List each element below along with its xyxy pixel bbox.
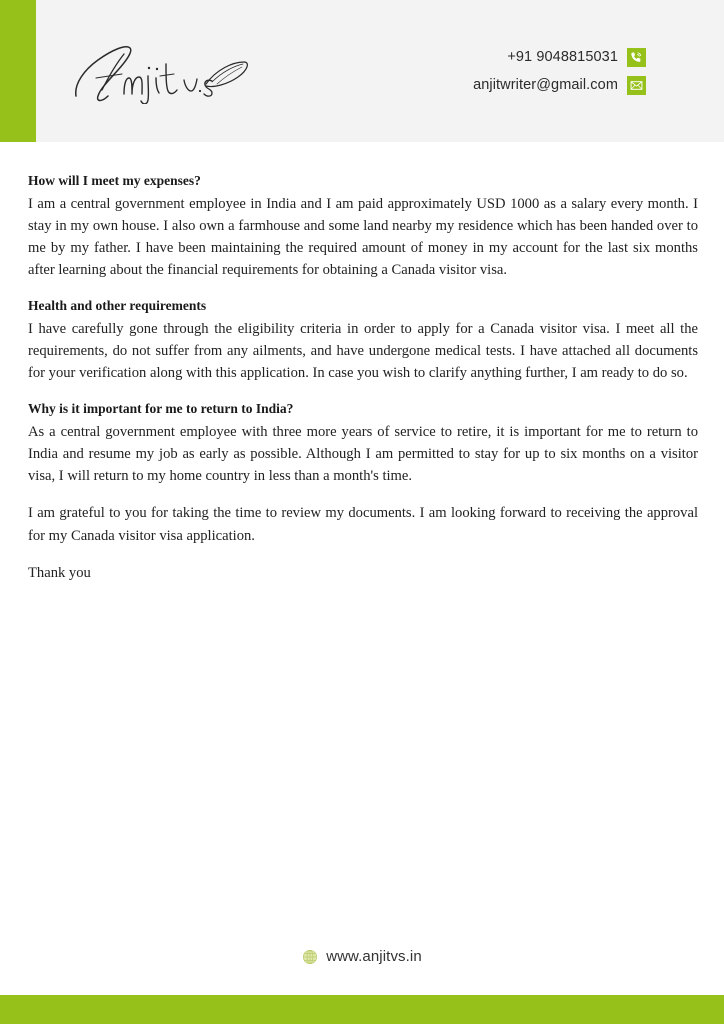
letter-section [28, 171, 698, 281]
envelope-icon [627, 76, 646, 95]
letter-body [28, 171, 698, 584]
section-paragraph: I have carefully gone through the eligibility criteria in order to apply for a Canada visitor visa. I meet all the requirements, do not suffer from any ailments, and have undergone medical tests. I have attached all documents for your verification along with this application. In case you wish to clarify anything further, I am ready to do so. [28, 320, 698, 382]
footer-accent-bar [0, 995, 724, 1024]
contact-block [473, 45, 646, 101]
globe-icon [302, 949, 318, 965]
contact-row-phone[interactable] [473, 45, 646, 69]
letter-section [28, 399, 698, 487]
contact-row-email[interactable] [473, 73, 646, 97]
section-heading: How will I meet my expenses? [28, 173, 201, 188]
sign-off: Thank you [28, 564, 91, 581]
letter-section [28, 296, 698, 384]
section-paragraph: As a central government employee with three more years of service to retire, it is important for me to return to India and resume my job as early as possible. Although I am permitted to stay for up to six months on a visitor visa, I will return to my home country in less than a month's time. [28, 423, 698, 485]
website-url: www.anjitvs.in [326, 948, 422, 965]
email-address: anjitwriter@gmail.com [473, 77, 618, 93]
signature-logo [72, 34, 252, 104]
section-heading: Why is it important for me to return to India? [28, 401, 294, 417]
closing-paragraph: I am grateful to you for taking the time to review my documents. I am looking forward to receiving the approval for my Canada visitor visa application. [28, 505, 698, 544]
phone-icon [627, 48, 646, 67]
section-paragraph: I am a central government employee in India and I am paid approximately USD 1000 as a salary every month. I stay in my own house. I also own a farmhouse and some land nearby my residence which has been handed over to me by my father. I have been maintaining the required amount of money in my account for the last six months after learning about the financial requirements for obtaining a Canada visitor visa. [28, 195, 698, 279]
signature-flourish-icon [72, 34, 252, 104]
section-heading: Health and other requirements [28, 298, 207, 314]
footer-website[interactable] [0, 948, 724, 965]
letterhead-header [0, 0, 724, 142]
phone-number: +91 9048815031 [507, 49, 618, 65]
header-accent-bar [0, 0, 36, 142]
